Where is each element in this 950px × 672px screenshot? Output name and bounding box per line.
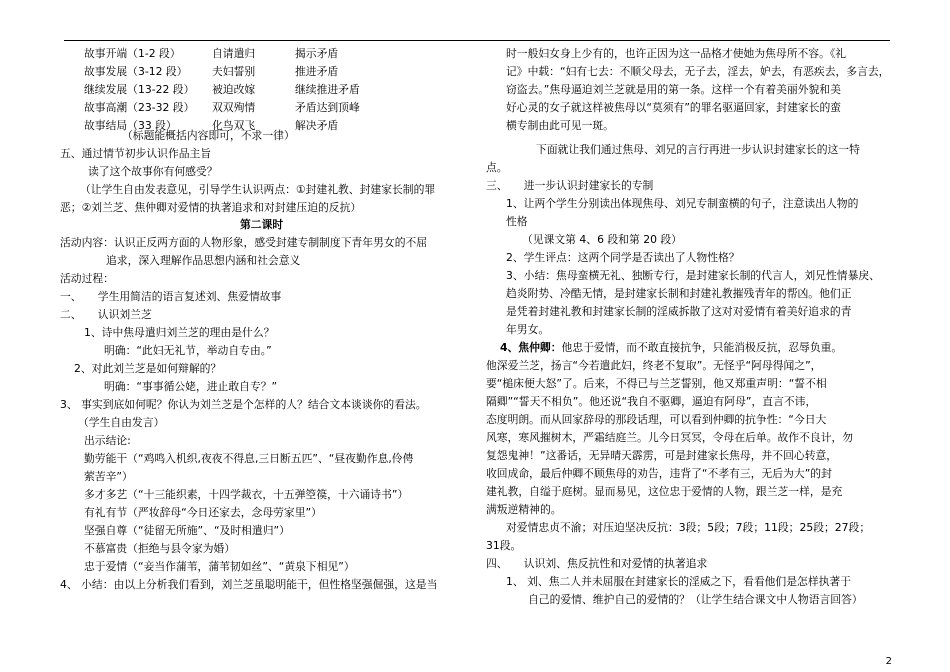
text-line: 建礼教，自缢于庭树。显而易见，这位忠于爱情的人物，跟兰芝一样，是充 <box>486 485 843 498</box>
conclusion-line: 萦苦辛”） <box>84 470 133 483</box>
text-line: 年男女。 <box>506 323 550 336</box>
question-line: 1、让两个学生分别读出体现焦母、刘兄专制蛮横的句子，注意读出人物的 <box>506 197 859 210</box>
text-line: 下面就让我们通过焦母、刘兄的言行再进一步认识封建家长的这一特 <box>536 143 860 156</box>
question-line: 2、对此刘兰芝是如何辩解的？ <box>74 362 222 375</box>
text-line: 满叛逆精神的。 <box>486 503 562 516</box>
section-heading: 三、 进一步认识封建家长的专制 <box>486 179 654 192</box>
text-line: （见课文第 4、6 段和第 20 段） <box>522 233 682 246</box>
summary-line: 4、 小结：由以上分析我们看到，刘兰芝虽聪明能干，但性格坚强倔强，这是当 <box>60 578 438 591</box>
text-line: 31段。 <box>486 539 522 552</box>
question-line: 3、 事实到底如何呢？你认为刘兰芝是个怎样的人？结合文本谈谈你的看法。 <box>60 398 427 411</box>
plot-part: 故事开端（1-2 段） <box>84 47 181 60</box>
text-line: 点。 <box>486 161 508 174</box>
plot-note: 推进矛盾 <box>295 65 339 78</box>
text-line: 时一般妇女身上少有的，也许正因为这一品格才使她为焦母所不容。《礼 <box>506 47 847 60</box>
text-line: （让学生自由发表意见，引导学生认识两点：①封建礼教、封建家长制的罪 <box>80 183 436 196</box>
section-heading: 一、 学生用简洁的语言复述刘、焦爱情故事 <box>60 290 282 303</box>
text-line: 趋炎附势、冷酷无情，是封建家长制和封建礼教摧残青年的帮凶。他们正 <box>506 287 852 300</box>
answer-line: 明确：“事事循公姥，进止敢自专？” <box>104 380 278 393</box>
text-line: 恶；②刘兰芝、焦仲卿对爱情的执著追求和对封建压迫的反抗） <box>60 201 362 214</box>
question-line: 自己的爱情、维护自己的爱情的？（让学生结合课文中人物语言回答） <box>528 593 863 606</box>
text-line: 性格 <box>506 215 528 228</box>
header-rule <box>64 40 890 41</box>
text-line: 横专制由此可见一斑。 <box>506 119 614 132</box>
plot-note: 继续推进矛盾 <box>295 83 360 96</box>
plot-part: 故事结局（33 段） <box>84 119 177 132</box>
plot-part: 故事高潮（23-32 段） <box>84 101 195 114</box>
conclusion-line: 忠于爱情（“妾当作蒲苇，蒲苇韧如丝”、“黄泉下相见”） <box>84 560 355 573</box>
conclusion-line: 勤劳能干（“鸡鸣入机织,夜夜不得息,三日断五匹”、“昼夜勤作息,伶俜 <box>84 452 414 465</box>
text-line: 收回成命，最后仲卿不顾焦母的劝告，违背了“不孝有三，无后为大”的封 <box>486 467 832 480</box>
plot-title: 夫妇誓别 <box>212 65 256 78</box>
plot-note: 揭示矛盾 <box>295 47 339 60</box>
page-number: 2 <box>885 656 892 667</box>
jiao-zhongqing-text: 他忠于爱情，而不敢直接抗争，只能消极反抗，忍辱负重。 <box>561 341 843 354</box>
plot-note: 解决矛盾 <box>295 119 339 132</box>
answer-line: 明确：“此妇无礼节，举动自专由。” <box>104 344 272 357</box>
text-line: 对爱情忠贞不渝；对压迫坚决反抗：3段；5段；7段；11段；25段；27段； <box>506 521 871 534</box>
conclusion-line: 坚强自尊（“徒留无所施”、“及时相遣归”） <box>84 524 290 537</box>
text-line: 态度明朗。而从回家辞母的那段话理，可以看到仲卿的抗争性：“今日大 <box>486 413 827 426</box>
text-line: 隔卿”“誓天不相负”。他还说“我自不驱卿，逼迫有阿母”，直言不讳， <box>486 395 817 408</box>
text-line: 读了这个故事你有何感受？ <box>88 165 218 178</box>
conclusion-line: 不慕富贵（拒绝与县令家为婚） <box>84 542 236 555</box>
text-line: 好心灵的女子就这样被焦母以“莫须有”的罪名驱逼回家，封建家长的蛮 <box>506 101 842 114</box>
plot-note: 矛盾达到顶峰 <box>295 101 360 114</box>
jiao-zhongqing-label: 4、焦仲卿： <box>500 341 562 354</box>
section-heading: 五、通过情节初步认识作品主旨 <box>60 147 212 160</box>
text-line: 他深爱兰芝，扬言“今若遣此妇，终老不复取”。无怪乎“阿母得闻之”， <box>486 359 822 372</box>
text-line: 活动过程： <box>60 272 114 285</box>
jiao-zhongqing-line <box>500 341 842 354</box>
plot-part: 继续发展（13-22 段） <box>84 83 195 96</box>
section-heading: 二、 认识刘兰芝 <box>60 308 152 321</box>
question-line: 2、学生评点：这两个同学是否读出了人物性格？ <box>506 251 740 264</box>
text-line: 活动内容：认识正反两方面的人物形象，感受封建专制制度下青年男女的不屈 <box>60 236 428 249</box>
lesson-heading: 第二课时 <box>240 218 284 231</box>
question-line: 1、诗中焦母遣归刘兰芝的理由是什么？ <box>84 326 275 339</box>
text-line: 要“槌床便大怒”了。后来，不得已与兰芝誓别，他又郑重声明：“誓不相 <box>486 377 827 390</box>
conclusion-line: 有礼有节（严妆辞母“今日还家去，念母劳家里”） <box>84 506 322 519</box>
summary-line: 3、小结：焦母蛮横无礼、独断专行，是封建家长制的代言人，刘兄性情暴戾、 <box>506 269 880 282</box>
plot-part: 故事发展（3-12 段） <box>84 65 188 78</box>
conclusion-line: 多才多艺（“十三能织素，十四学裁衣，十五弹箜篌，十六诵诗书”） <box>84 488 409 501</box>
text-line: （标题能概括内容即可，不求一律） <box>122 129 295 142</box>
text-line: 复怨鬼神！”这番话，无异晴天霹雳，可是封建家长焦母，并不回心转意， <box>486 449 838 462</box>
section-heading: 四、 认识刘、焦反抗性和对爱情的执著追求 <box>486 557 708 570</box>
plot-title: 自请遣归 <box>212 47 256 60</box>
text-line: 是凭着封建礼教和封建家长制的淫威拆散了这对对爱情有着美好追求的青 <box>506 305 852 318</box>
text-line: 记》中载：“妇有七去：不顺父母去，无子去，淫去，妒去，有恶疾去，多言去， <box>506 65 890 78</box>
text-line: 追求，深入理解作品思想内涵和社会意义 <box>106 254 301 267</box>
plot-title: 双双殉情 <box>212 101 256 114</box>
text-line: （学生自由发言） <box>78 416 165 429</box>
question-line: 1、 刘、焦二人并未屈服在封建家长的淫威之下，看看他们是怎样执著于 <box>506 575 852 588</box>
text-line: 窃盗去。”焦母逼迫刘兰芝就是用的第一条。这样一个有着美丽外貌和美 <box>506 83 841 96</box>
plot-title: 化鸟双飞 <box>212 119 256 132</box>
text-line: 风寒，寒风摧树木，严霜结庭兰。儿今日冥冥，令母在后单。故作不良计，勿 <box>486 431 854 444</box>
plot-title: 被迫改嫁 <box>212 83 256 96</box>
text-line: 出示结论: <box>84 434 131 447</box>
